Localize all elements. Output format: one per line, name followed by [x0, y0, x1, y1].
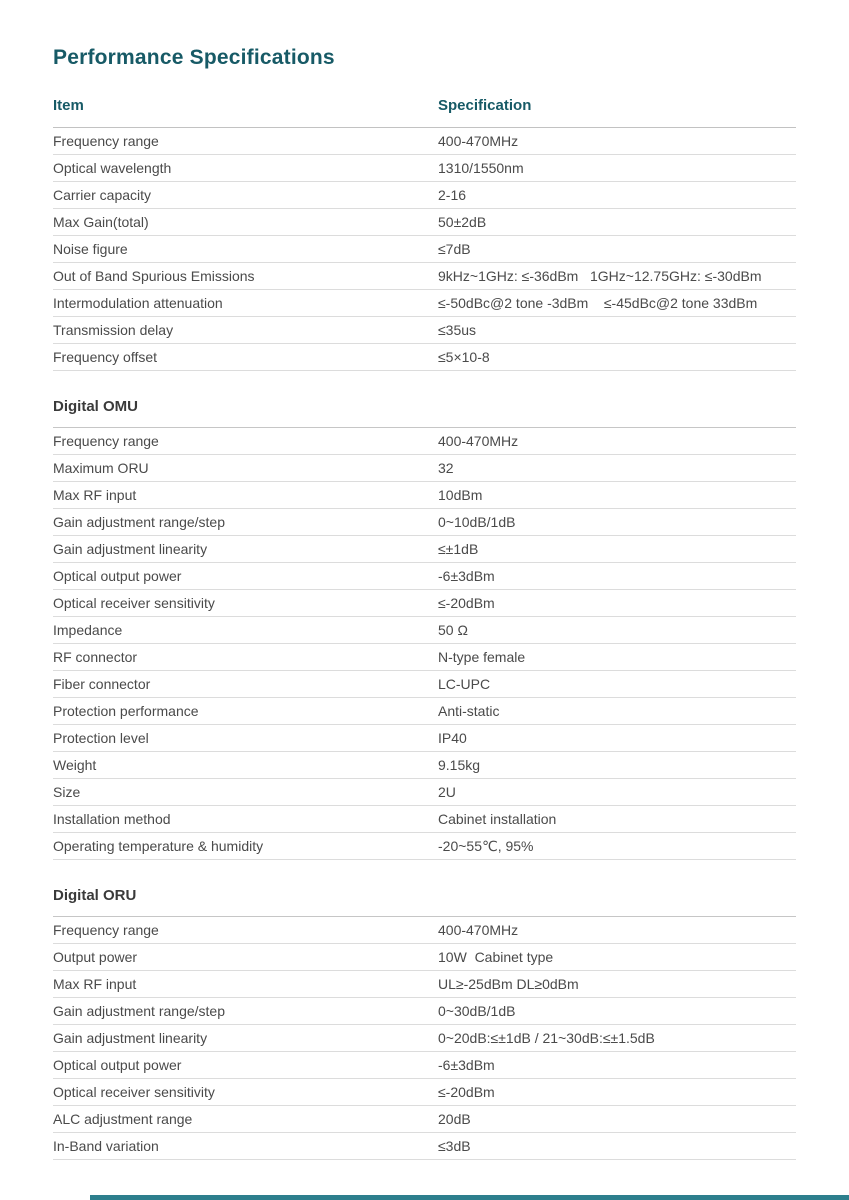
spec-cell: -20~55℃, 95% — [438, 838, 534, 854]
table-row — [53, 671, 796, 698]
table-row — [53, 944, 796, 971]
table-row — [53, 428, 796, 455]
spec-cell: 20dB — [438, 1111, 471, 1127]
spec-cell: N-type female — [438, 649, 526, 665]
item-cell: Output power — [53, 949, 138, 965]
table-row — [53, 1052, 796, 1079]
spec-cell: 400-470MHz — [438, 133, 519, 149]
item-cell: Maximum ORU — [53, 460, 149, 476]
table-row — [53, 128, 796, 155]
item-cell: Fiber connector — [53, 676, 151, 692]
table-row — [53, 752, 796, 779]
spec-cell: ≤±1dB — [438, 541, 479, 557]
table-row — [53, 1025, 796, 1052]
spec-cell: 9kHz~1GHz: ≤-36dBm 1GHz~12.75GHz: ≤-30dBm — [438, 268, 762, 284]
section-heading: Digital ORU — [53, 887, 796, 917]
item-cell: Optical receiver sensitivity — [53, 595, 215, 611]
item-cell: Frequency range — [53, 133, 159, 149]
spec-cell: Cabinet installation — [438, 811, 557, 827]
spec-cell: ≤5×10-8 — [438, 349, 490, 365]
spec-cell: 10W Cabinet type — [438, 949, 554, 965]
spec-cell: ≤-20dBm — [438, 595, 495, 611]
table-row — [53, 509, 796, 536]
table-row — [53, 917, 796, 944]
spec-cell: Anti-static — [438, 703, 500, 719]
column-header-item: Item — [53, 97, 84, 114]
table-row — [53, 998, 796, 1025]
table-row — [53, 806, 796, 833]
spec-cell: 50 Ω — [438, 622, 468, 638]
item-cell: Carrier capacity — [53, 187, 152, 203]
item-cell: Operating temperature & humidity — [53, 838, 264, 854]
section-heading: Digital OMU — [53, 398, 796, 428]
table-row — [53, 290, 796, 317]
table-row — [53, 236, 796, 263]
table-row — [53, 644, 796, 671]
table-row — [53, 317, 796, 344]
item-cell: Gain adjustment range/step — [53, 514, 225, 530]
footer-accent-bar — [90, 1195, 849, 1200]
table-row — [53, 344, 796, 371]
spec-cell: 400-470MHz — [438, 433, 519, 449]
spec-table-body — [53, 128, 796, 1160]
table-row — [53, 455, 796, 482]
item-cell: Gain adjustment range/step — [53, 1003, 225, 1019]
item-cell: Weight — [53, 757, 97, 773]
item-cell: Noise figure — [53, 241, 128, 257]
spec-cell: 2U — [438, 784, 456, 800]
item-cell: Size — [53, 784, 81, 800]
page-title: Performance Specifications — [53, 46, 335, 69]
spec-cell: ≤-20dBm — [438, 1084, 495, 1100]
spec-sheet-page — [53, 46, 796, 1160]
item-cell: Intermodulation attenuation — [53, 295, 223, 311]
item-cell: Frequency range — [53, 433, 159, 449]
table-row — [53, 833, 796, 860]
item-cell: Optical wavelength — [53, 160, 172, 176]
table-row — [53, 698, 796, 725]
table-row — [53, 617, 796, 644]
item-cell: Frequency range — [53, 922, 159, 938]
table-row — [53, 536, 796, 563]
spec-cell: 10dBm — [438, 487, 483, 503]
item-cell: Impedance — [53, 622, 123, 638]
table-row — [53, 590, 796, 617]
spec-cell: 0~20dB:≤±1dB / 21~30dB:≤±1.5dB — [438, 1030, 655, 1046]
item-cell: RF connector — [53, 649, 138, 665]
spec-cell: 0~10dB/1dB — [438, 514, 516, 530]
item-cell: Max RF input — [53, 487, 137, 503]
column-header-specification: Specification — [438, 97, 532, 114]
table-row — [53, 1133, 796, 1160]
spec-cell: 0~30dB/1dB — [438, 1003, 516, 1019]
spec-cell: ≤3dB — [438, 1138, 471, 1154]
table-row — [53, 971, 796, 998]
item-cell: Max Gain(total) — [53, 214, 149, 230]
item-cell: Optical output power — [53, 568, 182, 584]
item-cell: Protection performance — [53, 703, 199, 719]
table-row — [53, 563, 796, 590]
table-row — [53, 182, 796, 209]
spec-cell: 2-16 — [438, 187, 467, 203]
spec-cell: ≤7dB — [438, 241, 471, 257]
item-cell: Installation method — [53, 811, 171, 827]
spec-cell: ≤35us — [438, 322, 477, 338]
spec-cell: UL≥-25dBm DL≥0dBm — [438, 976, 579, 992]
spec-cell: -6±3dBm — [438, 568, 495, 584]
table-row — [53, 1106, 796, 1133]
spec-cell: 50±2dB — [438, 214, 487, 230]
item-cell: Transmission delay — [53, 322, 174, 338]
spec-cell: ≤-50dBc@2 tone -3dBm ≤-45dBc@2 tone 33dBm — [438, 295, 758, 311]
item-cell: Optical output power — [53, 1057, 182, 1073]
item-cell: Gain adjustment linearity — [53, 1030, 208, 1046]
table-row — [53, 779, 796, 806]
spec-cell: 9.15kg — [438, 757, 481, 773]
item-cell: Protection level — [53, 730, 149, 746]
spec-cell: LC-UPC — [438, 676, 491, 692]
item-cell: Frequency offset — [53, 349, 158, 365]
spec-cell: 400-470MHz — [438, 922, 519, 938]
spec-cell: -6±3dBm — [438, 1057, 495, 1073]
table-row — [53, 209, 796, 236]
spec-cell: 32 — [438, 460, 454, 476]
spec-cell: IP40 — [438, 730, 467, 746]
spec-cell: 1310/1550nm — [438, 160, 524, 176]
table-row — [53, 482, 796, 509]
item-cell: ALC adjustment range — [53, 1111, 193, 1127]
table-row — [53, 1079, 796, 1106]
table-row — [53, 263, 796, 290]
item-cell: Gain adjustment linearity — [53, 541, 208, 557]
table-row — [53, 155, 796, 182]
table-header-row — [53, 97, 796, 128]
item-cell: Optical receiver sensitivity — [53, 1084, 215, 1100]
item-cell: In-Band variation — [53, 1138, 159, 1154]
item-cell: Out of Band Spurious Emissions — [53, 268, 255, 284]
item-cell: Max RF input — [53, 976, 137, 992]
table-row — [53, 725, 796, 752]
